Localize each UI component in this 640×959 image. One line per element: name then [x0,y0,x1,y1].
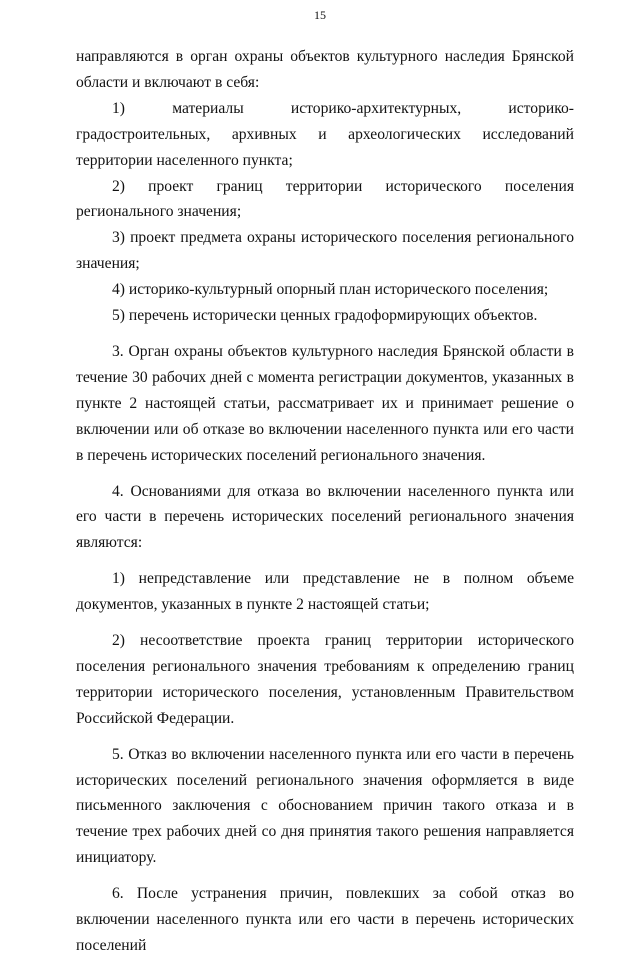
list-item-reference-plan: 4) историко-культурный опорный план исторического поселения; [112,281,549,299]
list-item-boundaries-project: 2) проект границ территории исторического поселения регионального значения; [76,177,574,221]
clause-5: 5. Отказ во включении населенного пункта или его части в перечень исторических поселений регионального значения оформляется в виде письменного заключения с обоснованием причин такого отказа и в течение трех рабочих дней со дня принятия такого решения направляется инициатору. [76,745,574,867]
list-item-materials: 1) материалы историко-архитектурных, историко-градостроительных, архивных и археологических исследований территории населенного пункта; [76,99,574,169]
list-item-objects-list: 5) перечень исторически ценных градоформирующих объектов. [112,307,538,325]
paragraph-continuation: направляются в орган охраны объектов культурного наследия Брянской области и включают в себя: [76,48,574,91]
clause-4: 4. Основаниями для отказа во включении населенного пункта или его части в перечень исторических поселений регионального значения являются: [76,482,574,552]
clause-4-item-2: 2) несоответствие проекта границ территории исторического поселения регионального значения требованиям к определению границ территории исторического поселения, установленным Правительством Российской Федерации. [76,632,574,727]
clause-6: 6. После устранения причин, повлекших за собой отказ во включении населенного пункта или его части в перечень исторических поселений [76,885,574,954]
page-number: 15 [314,8,326,22]
document-body [76,44,574,959]
list-item-protection-subject: 3) проект предмета охраны исторического поселения регионального значения; [76,229,574,273]
clause-3: 3. Орган охраны объектов культурного наследия Брянской области в течение 30 рабочих дней с момента регистрации документов, указанных в пункте 2 настоящей статьи, рассматривает их и принимает решение о включении или об отказе во включении населенного пункта или его части в перечень исторических поселений регионального значения. [76,342,574,464]
clause-4-item-1: 1) непредставление или представление не в полном объеме документов, указанных в пункте 2 настоящей статьи; [76,570,574,614]
